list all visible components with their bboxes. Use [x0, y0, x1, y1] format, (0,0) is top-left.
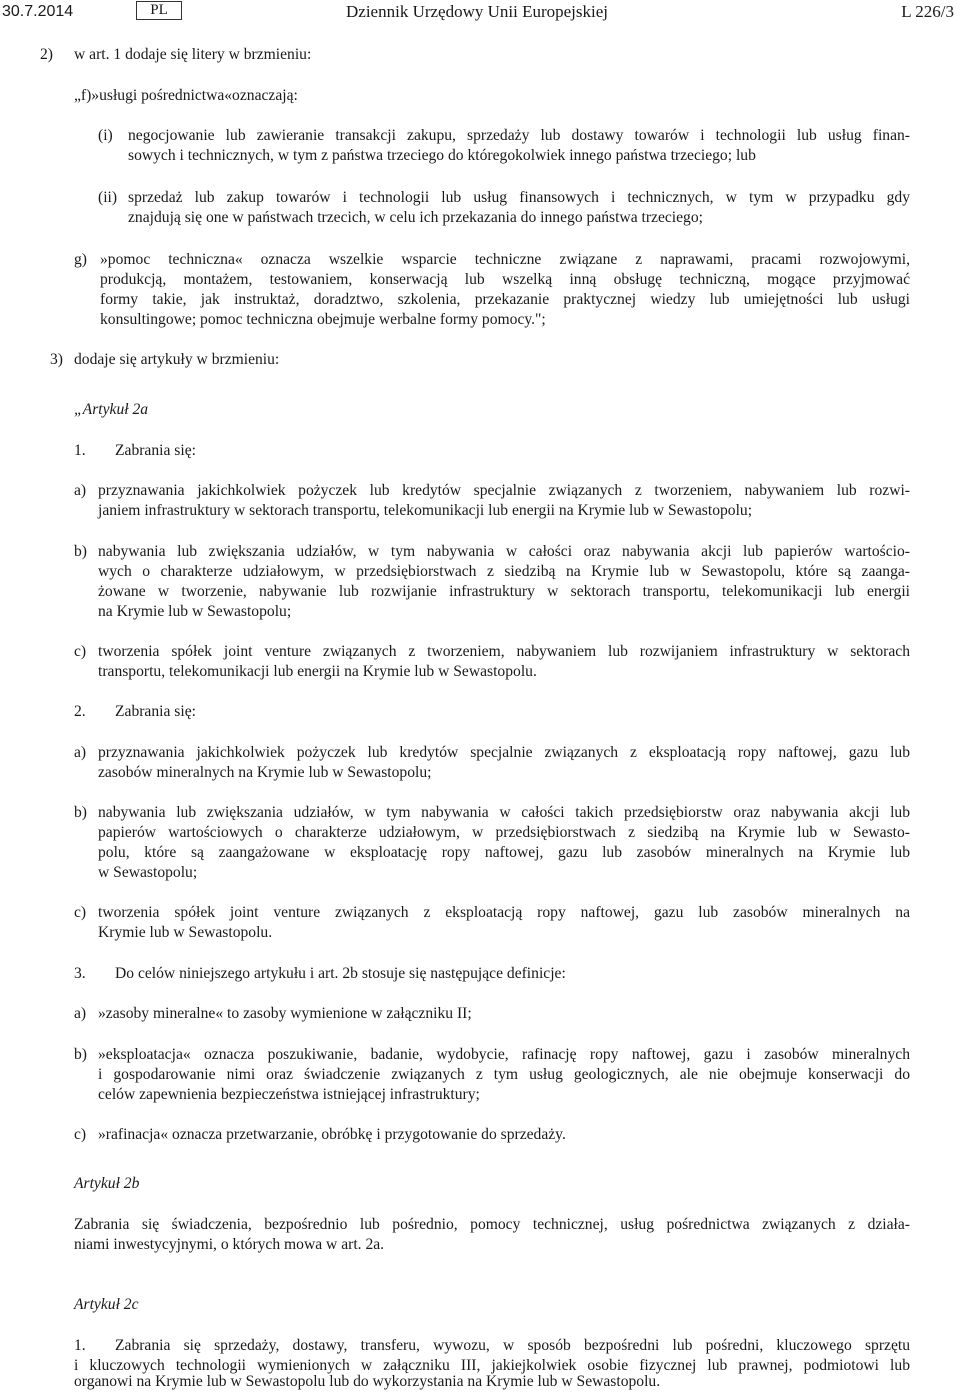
art2a-p2c-label: c) [74, 904, 87, 921]
g-label: g) [74, 251, 87, 268]
sub-i-line-1: negocjowanie lub zawieranie transakcji zakupu, sprzedaży lub dostawy towarów i technologii lub usług finan- [128, 127, 910, 144]
item-2-label: 2) [40, 46, 53, 63]
g-line-3: formy takie, jak instruktaż, doradztwo, szkolenia, przekazanie praktycznej wiedzy lub umiejętności lub usługi [100, 291, 910, 308]
journal-header [0, 0, 960, 22]
art2a-p3b-line-2: i gospodarowanie nimi oraz świadczenie związanych z tym usług geologicznych, ale nie obejmuje konserwacji do [98, 1066, 910, 1083]
art2a-p2b-line-2: papierów wartościowych o charakterze udziałowym, w przedsiębiorstwach z siedzibą na Krymie lub w Sewasto- [98, 824, 910, 841]
item-3-text: dodaje się artykuły w brzmieniu: [74, 351, 280, 368]
art2a-p1c-line-1: tworzenia spółek joint venture związanych z tworzeniem, nabywaniem lub rozwijaniem infrastruktury w sektorach [98, 643, 910, 660]
art2a-p1a-label: a) [74, 482, 87, 499]
art2a-p1-label: 1. [74, 442, 86, 459]
item-2-text: w art. 1 dodaje się litery w brzmieniu: [74, 46, 312, 63]
art2c-line-2: i kluczowych technologii wymienionych w załączniku III, jakiejkolwiek osobie fizycznej lub prawnej, podmiotowi lub [74, 1357, 910, 1374]
item-3-label: 3) [50, 351, 63, 368]
art2a-p2b-line-4: w Sewastopolu; [98, 864, 198, 881]
art2a-p1-text: Zabrania się: [115, 442, 196, 459]
art2a-p3a-line-1: »zasoby mineralne« to zasoby wymienione w załączniku II; [98, 1005, 472, 1022]
sub-ii-line-1: sprzedaż lub zakup towarów i technologii lub usług finansowych i technicznych, w tym w przypadku gdy [128, 189, 910, 206]
sub-ii-label: (ii) [98, 189, 118, 206]
art2a-p1c-line-2: transportu, telekomunikacji lub energii na Krymie lub w Sewastopolu. [98, 663, 537, 680]
art2a-p2b-line-1: nabywania lub zwiększania udziałów, w tym nabywania w całości takich przedsiębiorstw oraz nabywania akcji lub [98, 804, 910, 821]
art2a-p2b-label: b) [74, 804, 87, 821]
art2c-line-3: organowi na Krymie lub w Sewastopolu lub do wykorzystania na Krymie lub w Sewastopolu. [74, 1373, 661, 1390]
g-line-2: produkcją, montażem, testowaniem, konserwacją lub wszelką inną obsługę techniczną, mogące przyjmować [100, 271, 910, 288]
art2a-p3b-line-1: »eksploatacja« oznacza poszukiwanie, badanie, wydobycie, rafinację ropy naftowej, gazu i zasobów mineralnych [98, 1046, 910, 1063]
sub-i-label: (i) [98, 127, 113, 144]
art2a-p1b-line-1: nabywania lub zwiększania udziałów, w tym nabywania w całości oraz nabywania akcji lub papierów wartościo- [98, 543, 910, 560]
art2a-p1b-line-3: żowane w tworzenie, nabywanie lub rozwijanie infrastruktury w sektorach transportu, telekomunikacji lub energii [98, 583, 910, 600]
art2c-p1-label: 1. [74, 1337, 86, 1354]
art2a-p2b-line-3: polu, które są zaangażowane w eksploatację ropy naftowej, gazu lub zasobów mineralnych na Krymie lub [98, 844, 910, 861]
art2a-p2-text: Zabrania się: [115, 703, 196, 720]
art2a-p1b-line-2: wych o charakterze udziałowym, w przedsiębiorstwach z siedzibą na Krymie lub w Sewastopolu, które są zaanga- [98, 563, 910, 580]
art2b-line-2: niami inwestycyjnymi, o których mowa w art. 2a. [74, 1236, 385, 1253]
art2a-p3a-label: a) [74, 1005, 87, 1022]
article-2a-heading: „Artykuł 2a [74, 401, 149, 418]
sub-i-line-2: sowych i technicznych, w tym z państwa trzeciego do któregokolwiek innego państwa trzeciego; lub [128, 147, 756, 164]
language-badge: PL [136, 1, 182, 20]
art2a-p2a-label: a) [74, 744, 87, 761]
article-2b-heading: Artykuł 2b [74, 1175, 140, 1192]
art2a-p2c-line-1: tworzenia spółek joint venture związanych z eksploatacją ropy naftowej, gazu lub zasobów mineralnych na [98, 904, 910, 921]
f-definition-intro: „f)»usługi pośrednictwa«oznaczają: [74, 87, 298, 104]
art2a-p1a-line-2: janiem infrastruktury w sektorach transportu, telekomunikacji lub energii na Krymie lub w Sewastopolu; [98, 502, 753, 519]
sub-ii-line-2: znajdują się one w państwach trzecich, w celu ich przekazania do innego państwa trzeciego; [128, 209, 703, 226]
art2a-p2a-line-2: zasobów mineralnych na Krymie lub w Sewastopolu; [98, 764, 432, 781]
journal-title: Dziennik Urzędowy Unii Europejskiej [346, 2, 609, 21]
art2a-p3c-label: c) [74, 1126, 87, 1143]
art2a-p2a-line-1: przyznawania jakichkolwiek pożyczek lub kredytów specjalnie związanych z eksploatacją ropy naftowej, gazu lub [98, 744, 910, 761]
art2a-p1c-label: c) [74, 643, 87, 660]
art2a-p3-text: Do celów niniejszego artykułu i art. 2b stosuje się następujące definicje: [115, 965, 566, 982]
art2b-line-1: Zabrania się świadczenia, bezpośrednio lub pośrednio, pomocy technicznej, usług pośrednictwa związanych z działa- [74, 1216, 910, 1233]
art2a-p1b-label: b) [74, 543, 87, 560]
art2c-line-1: Zabrania się sprzedaży, dostawy, transferu, wywozu, w sposób bezpośredni lub pośredni, kluczowego sprzętu [115, 1337, 910, 1354]
art2a-p1a-line-1: przyznawania jakichkolwiek pożyczek lub kredytów specjalnie związanych z tworzeniem, nabywaniem lub rozwi- [98, 482, 910, 499]
art2a-p2-label: 2. [74, 703, 86, 720]
art2a-p3b-line-3: celów zapewnienia bezpieczeństwa istniejącej infrastruktury; [98, 1086, 480, 1103]
page-reference: L 226/3 [901, 2, 954, 21]
art2a-p3-label: 3. [74, 965, 86, 982]
art2a-p2c-line-2: Krymie lub w Sewastopolu. [98, 924, 273, 941]
g-line-1: »pomoc techniczna« oznacza wszelkie wsparcie techniczne związane z naprawami, pracami rozwojowymi, [100, 251, 910, 268]
publication-date: 30.7.2014 [2, 3, 74, 20]
art2a-p3c-line-1: »rafinacja« oznacza przetwarzanie, obróbkę i przygotowanie do sprzedaży. [98, 1126, 566, 1143]
art2a-p1b-line-4: na Krymie lub w Sewastopolu; [98, 603, 292, 620]
article-2c-heading: Artykuł 2c [74, 1296, 139, 1313]
g-line-4: konsultingowe; pomoc techniczna obejmuje werbalne formy pomocy."; [100, 311, 546, 328]
art2a-p3b-label: b) [74, 1046, 87, 1063]
